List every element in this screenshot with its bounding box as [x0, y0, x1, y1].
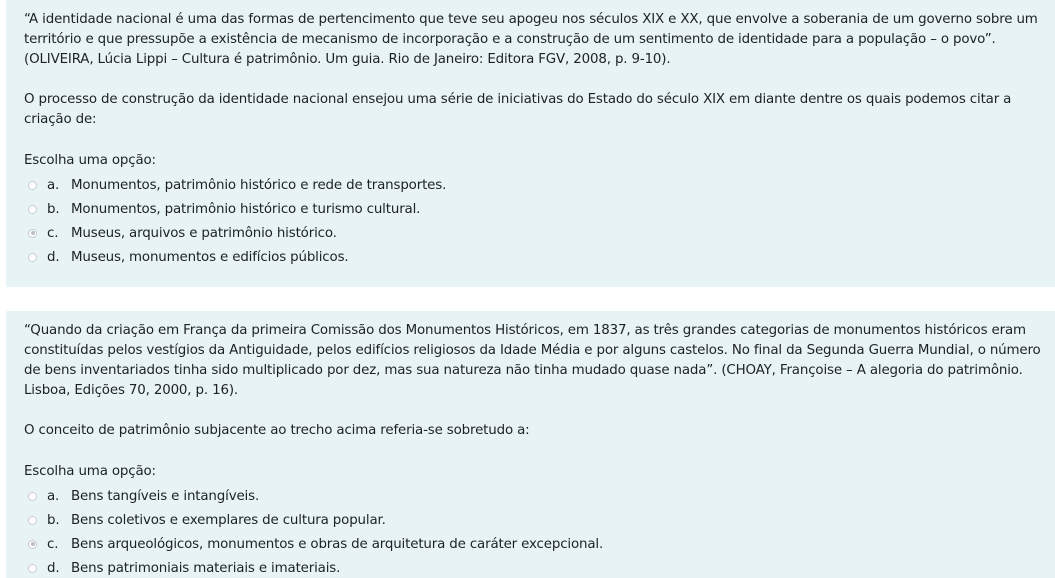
radio-button[interactable]: [28, 492, 37, 501]
question-text: [24, 321, 1043, 441]
answer-letter: a.: [47, 177, 60, 193]
radio-button[interactable]: [28, 253, 37, 262]
radio-button-selected[interactable]: [28, 229, 37, 238]
answer-option-c[interactable]: [24, 532, 1043, 556]
answer-letter: d.: [47, 249, 60, 265]
answer-list: [24, 484, 1043, 578]
answer-label[interactable]: Bens arqueológicos, monumentos e obras de arquitetura de caráter excepcional.: [71, 536, 604, 552]
answer-option-d[interactable]: [24, 556, 1043, 578]
answer-label[interactable]: Museus, monumentos e edifícios públicos.: [71, 249, 349, 265]
question-paragraph: O conceito de patrimônio subjacente ao trecho acima referia-se sobretudo a:: [24, 423, 530, 438]
answer-option-b[interactable]: [24, 508, 1043, 532]
question-card-2: [6, 311, 1055, 578]
answer-option-a[interactable]: [24, 484, 1043, 508]
answer-letter: c.: [47, 536, 59, 552]
answer-prompt: Escolha uma opção:: [24, 153, 156, 168]
radio-button[interactable]: [28, 564, 37, 573]
answer-letter: b.: [47, 512, 60, 528]
answer-option-a[interactable]: [24, 173, 1043, 197]
answer-prompt: Escolha uma opção:: [24, 464, 156, 479]
answer-letter: b.: [47, 201, 60, 217]
answer-letter: d.: [47, 560, 60, 576]
question-paragraph: “Quando da criação em França da primeira Comissão dos Monumentos Históricos, em 1837, as três grandes categorias de monumentos históricos eram constituídas pelos vestígios da Antiguidade, pelos edifícios religiosos da Idade Média e por alguns castelos. No final da Segunda Guerra Mundial, o número de bens inventariados tinha sido multiplicado por dez, mas sua natureza não tinha mudado quase nada”. (CHOAY, Françoise – A alegoria do patrimônio. Lisboa, Edições 70, 2000, p. 16).: [24, 323, 1041, 398]
radio-button[interactable]: [28, 181, 37, 190]
answer-label[interactable]: Bens patrimoniais materiais e imateriais.: [71, 560, 341, 576]
answer-option-c[interactable]: [24, 221, 1043, 245]
answer-letter: c.: [47, 225, 59, 241]
answer-option-d[interactable]: [24, 245, 1043, 269]
radio-button[interactable]: [28, 516, 37, 525]
answer-option-b[interactable]: [24, 197, 1043, 221]
answer-list: [24, 173, 1043, 269]
answer-label[interactable]: Bens tangíveis e intangíveis.: [71, 488, 260, 504]
answer-label[interactable]: Bens coletivos e exemplares de cultura popular.: [71, 512, 386, 528]
question-paragraph: “A identidade nacional é uma das formas de pertencimento que teve seu apogeu nos séculos XIX e XX, que envolve a soberania de um governo sobre um território e que pressupõe a existência de mecanismo de incorporação e a construção de um sentimento de identidade para a população – o povo”. (OLIVEIRA, Lúcia Lippi – Cultura é patrimônio. Um guia. Rio de Janeiro: Editora FGV, 2008, p. 9-10).: [24, 12, 1038, 67]
answer-letter: a.: [47, 488, 60, 504]
question-paragraph: O processo de construção da identidade nacional ensejou uma série de iniciativas do Estado do século XIX em diante dentre os quais podemos citar a criação de:: [24, 92, 1012, 127]
question-card-1: [6, 0, 1055, 287]
radio-button[interactable]: [28, 205, 37, 214]
radio-button-selected[interactable]: [28, 540, 37, 549]
answer-label[interactable]: Monumentos, patrimônio histórico e turismo cultural.: [71, 201, 421, 217]
question-text: [24, 10, 1043, 130]
answer-label[interactable]: Museus, arquivos e patrimônio histórico.: [71, 225, 337, 241]
answer-label[interactable]: Monumentos, patrimônio histórico e rede de transportes.: [71, 177, 447, 193]
